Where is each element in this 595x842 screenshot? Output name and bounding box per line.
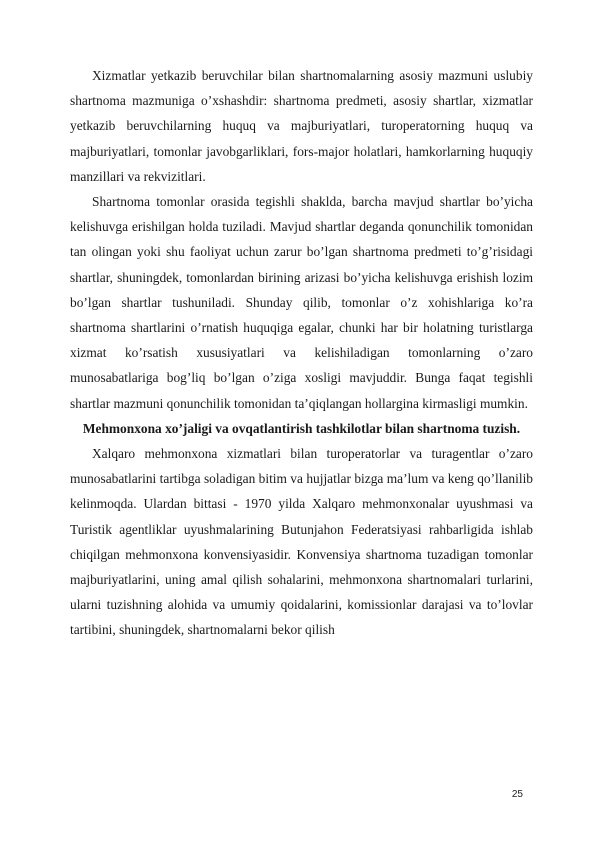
paragraph-contract-terms: Shartnoma tomonlar orasida tegishli shaklda, barcha mavjud shartlar bo’yicha kelishuvga erishilgan holda tuziladi. Mavjud shartlar deganda qonunchilik tomonidan tan olingan yoki shu faoliyat uchun zarur bo’lgan shartnoma predmeti to’g’risidagi shartlar, shuningdek, tomonlardan birining arizasi bo’yicha kelishuvga erishish lozim bo’lgan shartlar tushuniladi. Shunday qilib, tomonlar o’z xohishlariga ko’ra shartnoma shartlarini o’rnatish huquqiga egalar, chunki har bir holatning turistlarga xizmat ko’rsatish xususiyatlari va kelishiladigan tomonlarning o’zaro munosabatlariga bog’liq bo’lgan o’ziga xosligi mavjuddir. Bunga faqat tegishli shartlar mazmuni qonunchilik tomonidan ta’qiqlangan hollargina kirmasligi mumkin. <box>70 194 533 411</box>
section-heading: Mehmonxona xo’jaligi va ovqatlantirish tashkilotlar bilan shartnoma tuzish. <box>82 420 521 436</box>
paragraph-hotel-convention: Xalqaro mehmonxona xizmatlari bilan turoperatorlar va turagentlar o’zaro munosabatlarini tartibga soladigan bitim va hujjatlar bizga ma’lum va keng qo’llanilib kelinmoqda. Ulardan bittasi - 1970 yilda Xalqaro mehmonxonalar uyushmasi va Turistik agentliklar uyushmalarining Butunjahon Federatsiyasi rahbarligida ishlab chiqilgan mehmonxona konvensiyasidir. Konvensiya shartnoma tuzadigan tomonlar majburiyatlarini, uning amal qilish sohalarini, mehmonxona shartnomalari turlarini, ularni tuzishning alohida va umumiy qoidalarini, komissionlar darajasi va to’lovlar tartibini, shuningdek, shartnomalarni bekor qilish <box>70 446 533 638</box>
page-number: 25 <box>511 789 523 800</box>
page-content <box>70 63 533 643</box>
paragraph-suppliers-contracts: Xizmatlar yetkazib beruvchilar bilan shartnomalarning asosiy mazmuni uslubiy shartnoma mazmuniga o’xshashdir: shartnoma predmeti, asosiy shartlar, xizmatlar yetkazib beruvchilarning huquq va majburiyatlari, turoperatorning huquq va majburiyatlari, tomonlar javobgarliklari, fors-major holatlari, hamkorlarning huquqiy manzillari va rekvizitlari. <box>70 68 533 184</box>
